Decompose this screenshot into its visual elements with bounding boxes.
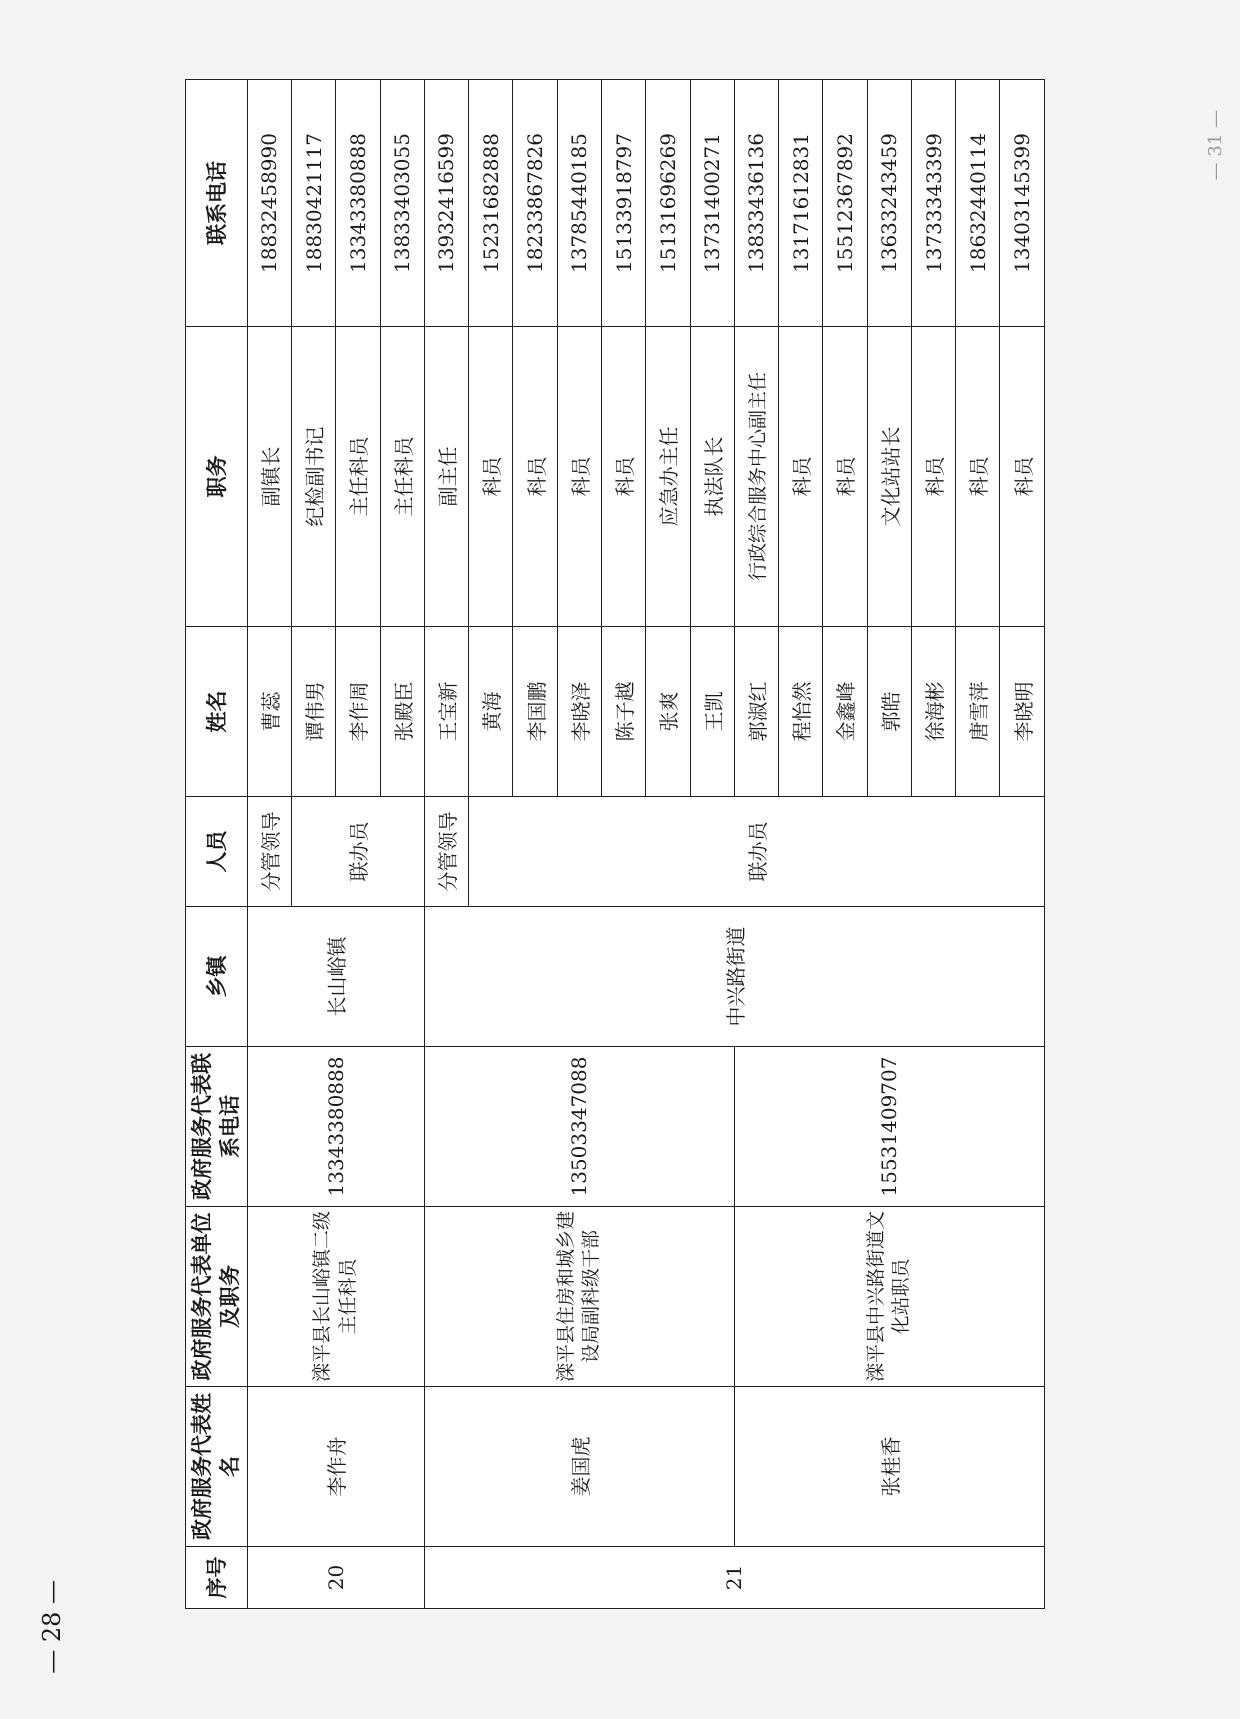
cell-name: 李国鹏 [513, 627, 557, 797]
cell-title: 副镇长 [247, 327, 291, 627]
cell-title: 纪检副书记 [291, 327, 335, 627]
cell-title: 行政综合服务中心副主任 [734, 327, 778, 627]
cell-name: 黄海 [469, 627, 513, 797]
cell-phone: 18832458990 [247, 80, 291, 327]
cell-phone: 13343380888 [336, 80, 380, 327]
cell-name: 陈子越 [601, 627, 645, 797]
cell-title: 科员 [469, 327, 513, 627]
cell-title: 科员 [823, 327, 867, 627]
cell-title: 科员 [513, 327, 557, 627]
cell-phone: 13403145399 [1000, 80, 1045, 327]
cell-seq: 21 [424, 1547, 1044, 1609]
cell-phone: 13733343399 [911, 80, 955, 327]
cell-name: 郭淑红 [734, 627, 778, 797]
cell-title: 执法队长 [690, 327, 734, 627]
cell-rep-name: 张桂香 [734, 1387, 1044, 1547]
cell-phone: 15131696269 [646, 80, 690, 327]
cell-title: 科员 [1000, 327, 1045, 627]
header-rep-name: 政府服务代表姓名 [186, 1387, 248, 1547]
cell-phone: 18830421117 [291, 80, 335, 327]
cell-name: 金鑫峰 [823, 627, 867, 797]
cell-title: 科员 [557, 327, 601, 627]
cell-title: 主任科员 [380, 327, 424, 627]
header-town: 乡镇 [186, 907, 248, 1047]
cell-phone: 13932416599 [424, 80, 468, 327]
cell-name: 张殿臣 [380, 627, 424, 797]
cell-rep-unit: 滦平县中兴路街道文化站职员 [734, 1207, 1044, 1387]
cell-name: 李作周 [336, 627, 380, 797]
header-row [186, 80, 248, 1609]
cell-name: 程怡然 [779, 627, 823, 797]
bleed-page-number: — 31 — [1205, 110, 1226, 181]
cell-title: 副主任 [424, 327, 468, 627]
cell-name: 谭伟男 [291, 627, 335, 797]
cell-name: 李晓泽 [557, 627, 601, 797]
cell-town: 中兴路街道 [424, 907, 1044, 1047]
cell-phone: 15133918797 [601, 80, 645, 327]
cell-name: 郭皓 [867, 627, 911, 797]
cell-role: 分管领导 [424, 797, 468, 907]
cell-name: 张爽 [646, 627, 690, 797]
cell-role: 分管领导 [247, 797, 291, 907]
cell-rep-unit: 滦平县长山峪镇二级主任科员 [247, 1207, 424, 1387]
header-rep-unit: 政府服务代表单位及职务 [186, 1207, 248, 1387]
header-rep-phone: 政府服务代表联系电话 [186, 1047, 248, 1207]
cell-rep-phone: 13343380888 [247, 1047, 424, 1207]
cell-name: 曹蕊 [247, 627, 291, 797]
cell-phone: 13785440185 [557, 80, 601, 327]
cell-title: 科员 [911, 327, 955, 627]
table-row [247, 80, 291, 1609]
cell-phone: 18233867826 [513, 80, 557, 327]
cell-rep-name: 李作舟 [247, 1387, 424, 1547]
page-number: — 28 — [38, 1580, 66, 1674]
rotated-table-wrapper [185, 80, 1045, 1609]
cell-rep-name: 姜国虎 [424, 1387, 734, 1547]
cell-role: 联办员 [291, 797, 424, 907]
table-row [424, 80, 468, 1609]
cell-name: 徐海彬 [911, 627, 955, 797]
cell-phone: 18632440114 [956, 80, 1000, 327]
cell-name: 王凯 [690, 627, 734, 797]
cell-phone: 13171612831 [779, 80, 823, 327]
cell-title: 科员 [956, 327, 1000, 627]
cell-title: 文化站站长 [867, 327, 911, 627]
cell-title: 科员 [601, 327, 645, 627]
cell-phone: 15512367892 [823, 80, 867, 327]
header-title: 职务 [186, 327, 248, 627]
cell-name: 唐雪萍 [956, 627, 1000, 797]
cell-town: 长山峪镇 [247, 907, 424, 1047]
cell-rep-phone: 13503347088 [424, 1047, 734, 1207]
cell-title: 主任科员 [336, 327, 380, 627]
contact-table [185, 79, 1045, 1609]
header-role: 人员 [186, 797, 248, 907]
cell-seq: 20 [247, 1547, 424, 1609]
cell-title: 科员 [779, 327, 823, 627]
header-name: 姓名 [186, 627, 248, 797]
cell-name: 王宝新 [424, 627, 468, 797]
cell-rep-phone: 15531409707 [734, 1047, 1044, 1207]
cell-phone: 15231682888 [469, 80, 513, 327]
cell-phone: 13833403055 [380, 80, 424, 327]
cell-phone: 13633243459 [867, 80, 911, 327]
header-phone: 联系电话 [186, 80, 248, 327]
cell-name: 李晓明 [1000, 627, 1045, 797]
cell-role: 联办员 [469, 797, 1045, 907]
cell-phone: 13833436136 [734, 80, 778, 327]
header-seq: 序号 [186, 1547, 248, 1609]
cell-phone: 13731400271 [690, 80, 734, 327]
cell-rep-unit: 滦平县住房和城乡建设局副科级干部 [424, 1207, 734, 1387]
cell-title: 应急办主任 [646, 327, 690, 627]
